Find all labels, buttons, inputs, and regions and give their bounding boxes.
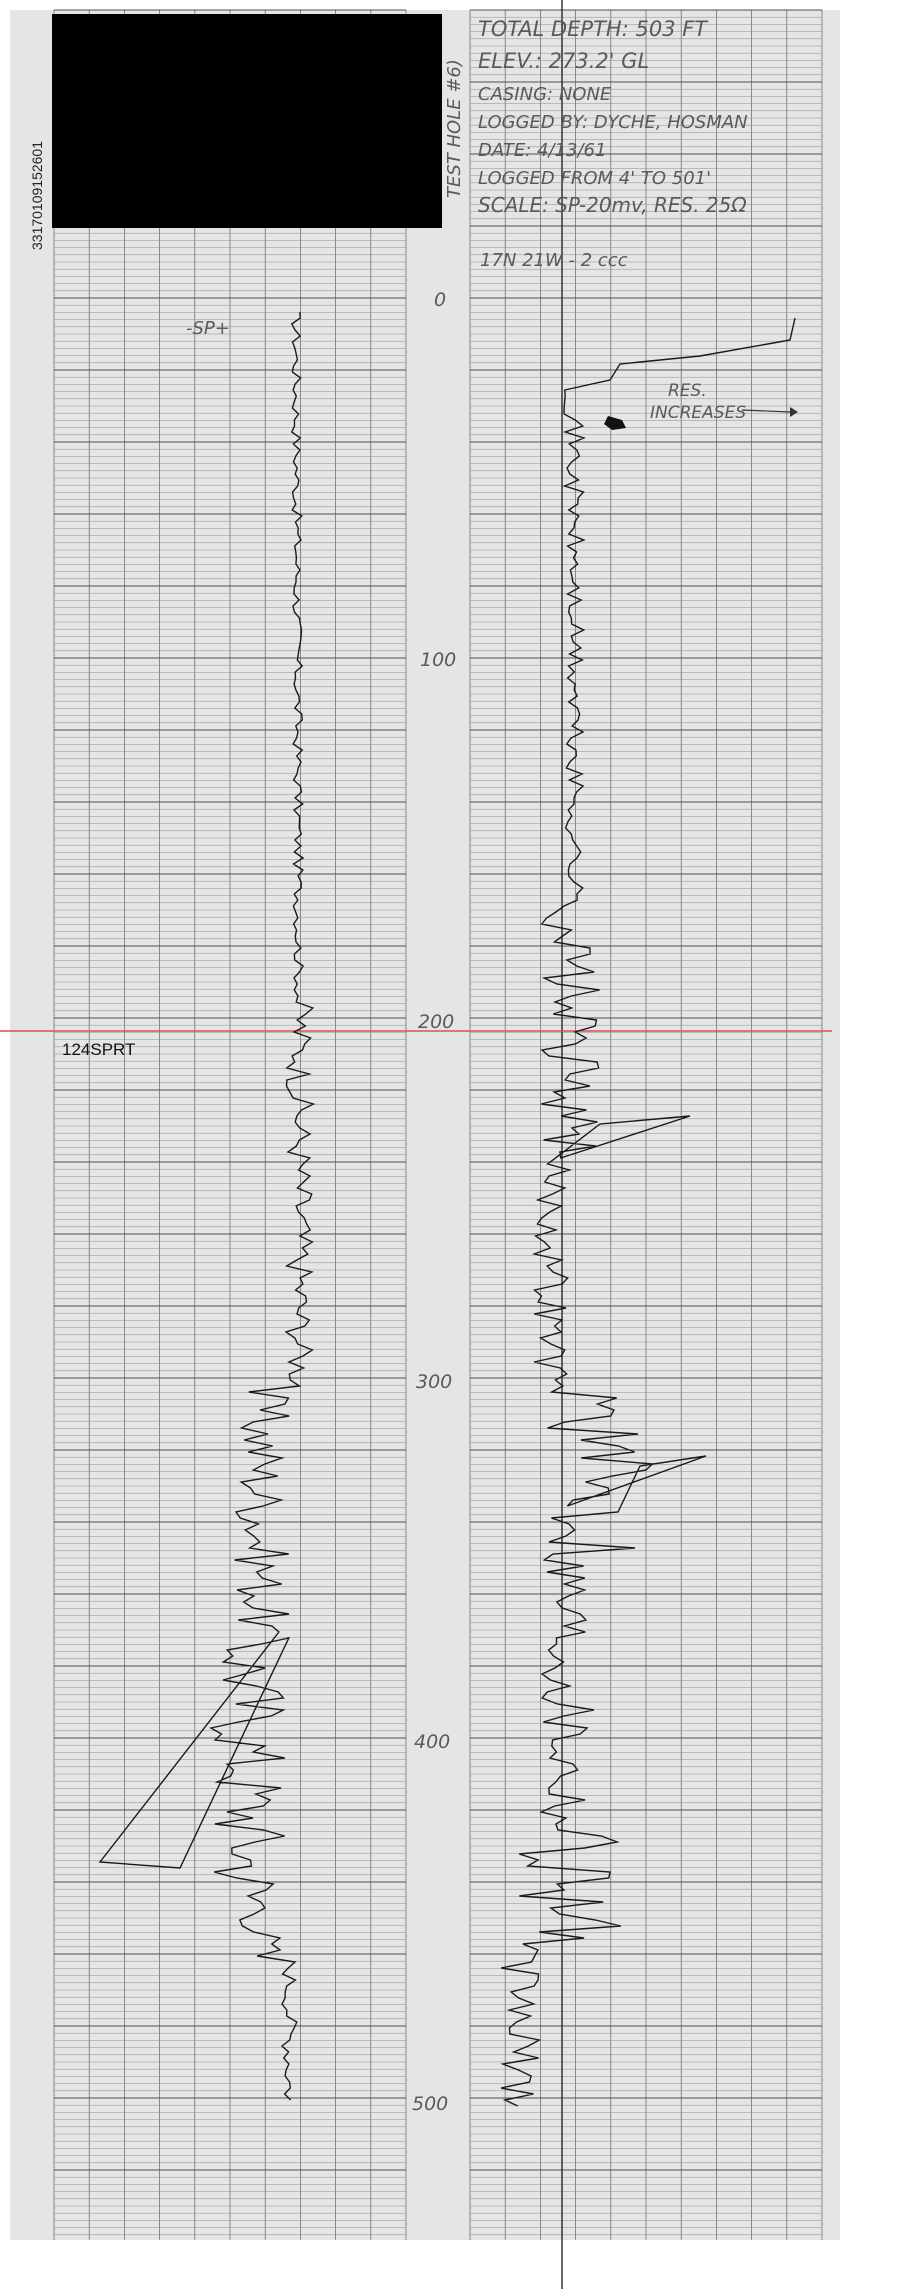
side-document-id: 33170109152601	[29, 140, 45, 250]
header-line-7: SCALE: SP-20mv, RES. 25Ω	[478, 193, 747, 217]
depth-label-100: 100	[420, 649, 457, 671]
header-line-5: DATE: 4/13/61	[478, 140, 607, 161]
depth-label-400: 400	[414, 1731, 451, 1753]
depth-label-500: 500	[412, 2093, 449, 2115]
sp-label: -SP+	[186, 318, 230, 339]
paper-background	[10, 10, 840, 2240]
res-label-2: INCREASES	[650, 403, 747, 423]
header-line-6: LOGGED FROM 4' TO 501'	[478, 168, 712, 189]
depth-label-200: 200	[418, 1011, 455, 1033]
res-label-1: RES.	[668, 381, 707, 401]
depth-label-300: 300	[416, 1371, 453, 1393]
header-line-2: ELEV.: 273.2' GL	[478, 49, 650, 73]
depth-marker-label: 124SPRT	[62, 1040, 136, 1059]
redaction-box	[52, 14, 442, 228]
vertical-title: TEST HOLE #6)	[444, 59, 465, 198]
header-line-3: CASING: NONE	[478, 84, 612, 105]
header-line-1: TOTAL DEPTH: 503 FT	[478, 17, 708, 41]
header-line-4: LOGGED BY: DYCHE, HOSMAN	[478, 112, 748, 133]
location-note: 17N 21W - 2 ccc	[480, 250, 628, 271]
depth-label-0: 0	[434, 289, 447, 311]
